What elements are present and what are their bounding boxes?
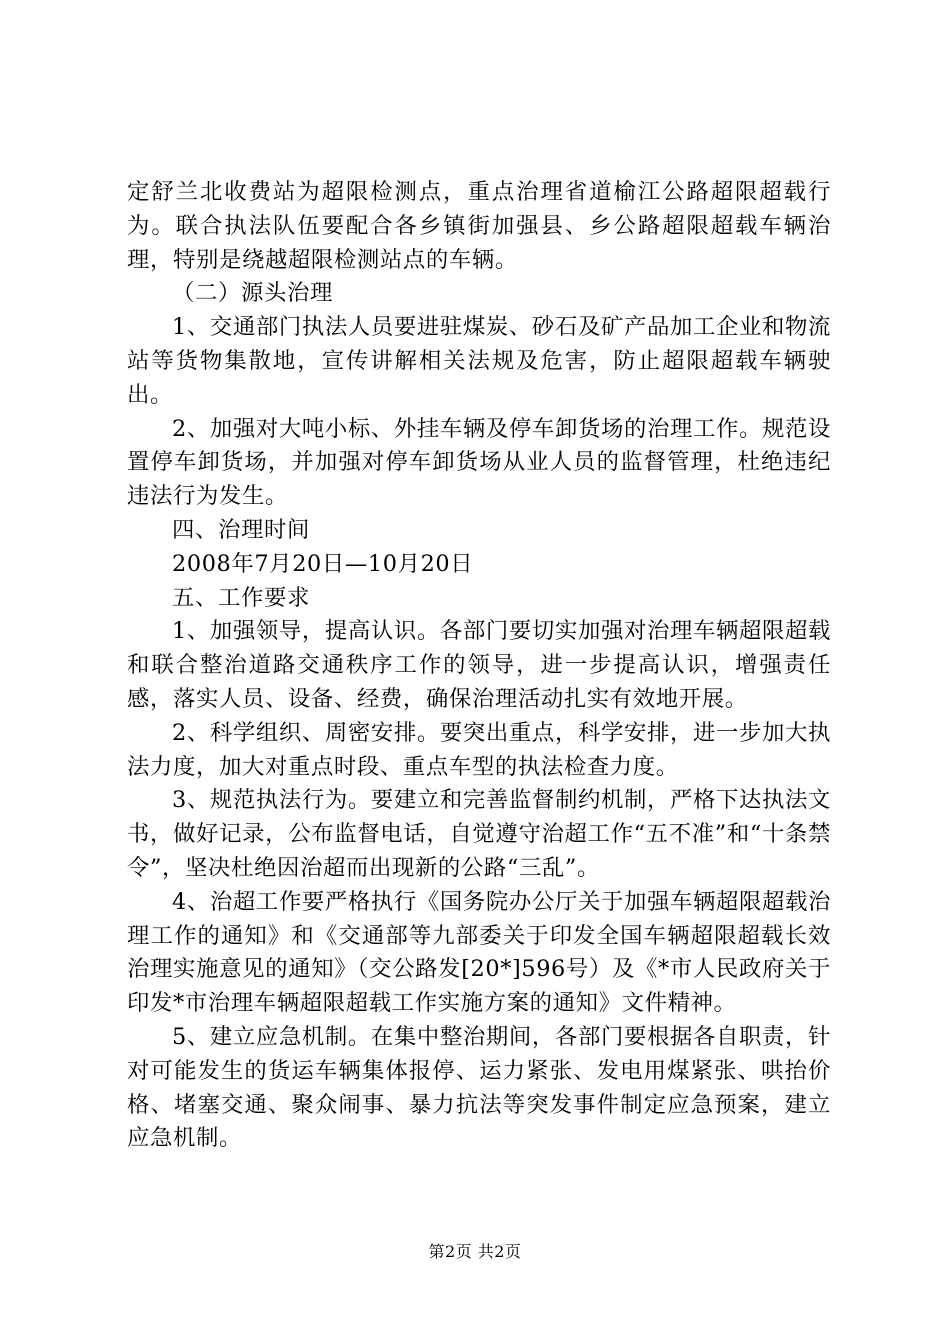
section-heading-requirements: 五、工作要求 bbox=[172, 584, 310, 611]
page-footer bbox=[0, 1242, 950, 1262]
requirement-item-4: 4、治超工作要严格执行《国务院办公厅关于加强车辆超限超载治理工作的通知》和《交通部等九部委关于印发全国车辆超限超载长效治理实施意见的通知》（交公路发[20*]596号）及《*市人民政府关于印发*市治理车辆超限超载工作实施方案的通知》文件精神。 bbox=[127, 888, 831, 1017]
paragraph-continuation: 定舒兰北收费站为超限检测点，重点治理省道榆江公路超限超载行为。联合执法队伍要配合各乡镇街加强县、乡公路超限超载车辆治理，特别是绕越超限检测站点的车辆。 bbox=[127, 179, 831, 273]
page-number-label: 第2页 共2页 bbox=[428, 1242, 522, 1261]
requirement-item-1: 1、加强领导，提高认识。各部门要切实加强对治理车辆超限超载和联合整治道路交通秩序工作的领导，进一步提高认识，增强责任感，落实人员、设备、经费，确保治理活动扎实有效地开展。 bbox=[127, 618, 831, 712]
document-body bbox=[127, 176, 831, 1156]
date-range: 2008年7月20日—10月20日 bbox=[172, 550, 474, 577]
requirement-item-2: 2、科学组织、周密安排。要突出重点，科学安排，进一步加大执法力度，加大对重点时段、重点车型的执法检查力度。 bbox=[127, 719, 831, 780]
paragraph-item-1: 1、交通部门执法人员要进驻煤炭、砂石及矿产品加工企业和物流站等货物集散地，宣传讲解相关法规及危害，防止超限超载车辆驶出。 bbox=[127, 314, 831, 408]
section-heading-source-control: （二）源头治理 bbox=[172, 280, 333, 307]
paragraph-item-2: 2、加强对大吨小标、外挂车辆及停车卸货场的治理工作。规范设置停车卸货场，并加强对停车卸货场从业人员的监督管理，杜绝违纪违法行为发生。 bbox=[127, 415, 831, 510]
section-heading-time: 四、治理时间 bbox=[172, 516, 310, 543]
requirement-item-5: 5、建立应急机制。在集中整治期间，各部门要根据各自职责，针对可能发生的货运车辆集体报停、运力紧张、发电用煤紧张、哄抬价格、堵塞交通、聚众闹事、暴力抗法等突发事件制定应急预案，建立应急机制。 bbox=[127, 1023, 831, 1152]
requirement-item-3: 3、规范执法行为。要建立和完善监督制约机制，严格下达执法文书，做好记录，公布监督电话，自觉遵守治超工作“五不准”和“十条禁令”，坚决杜绝因治超而出现新的公路“三乱”。 bbox=[127, 787, 831, 881]
